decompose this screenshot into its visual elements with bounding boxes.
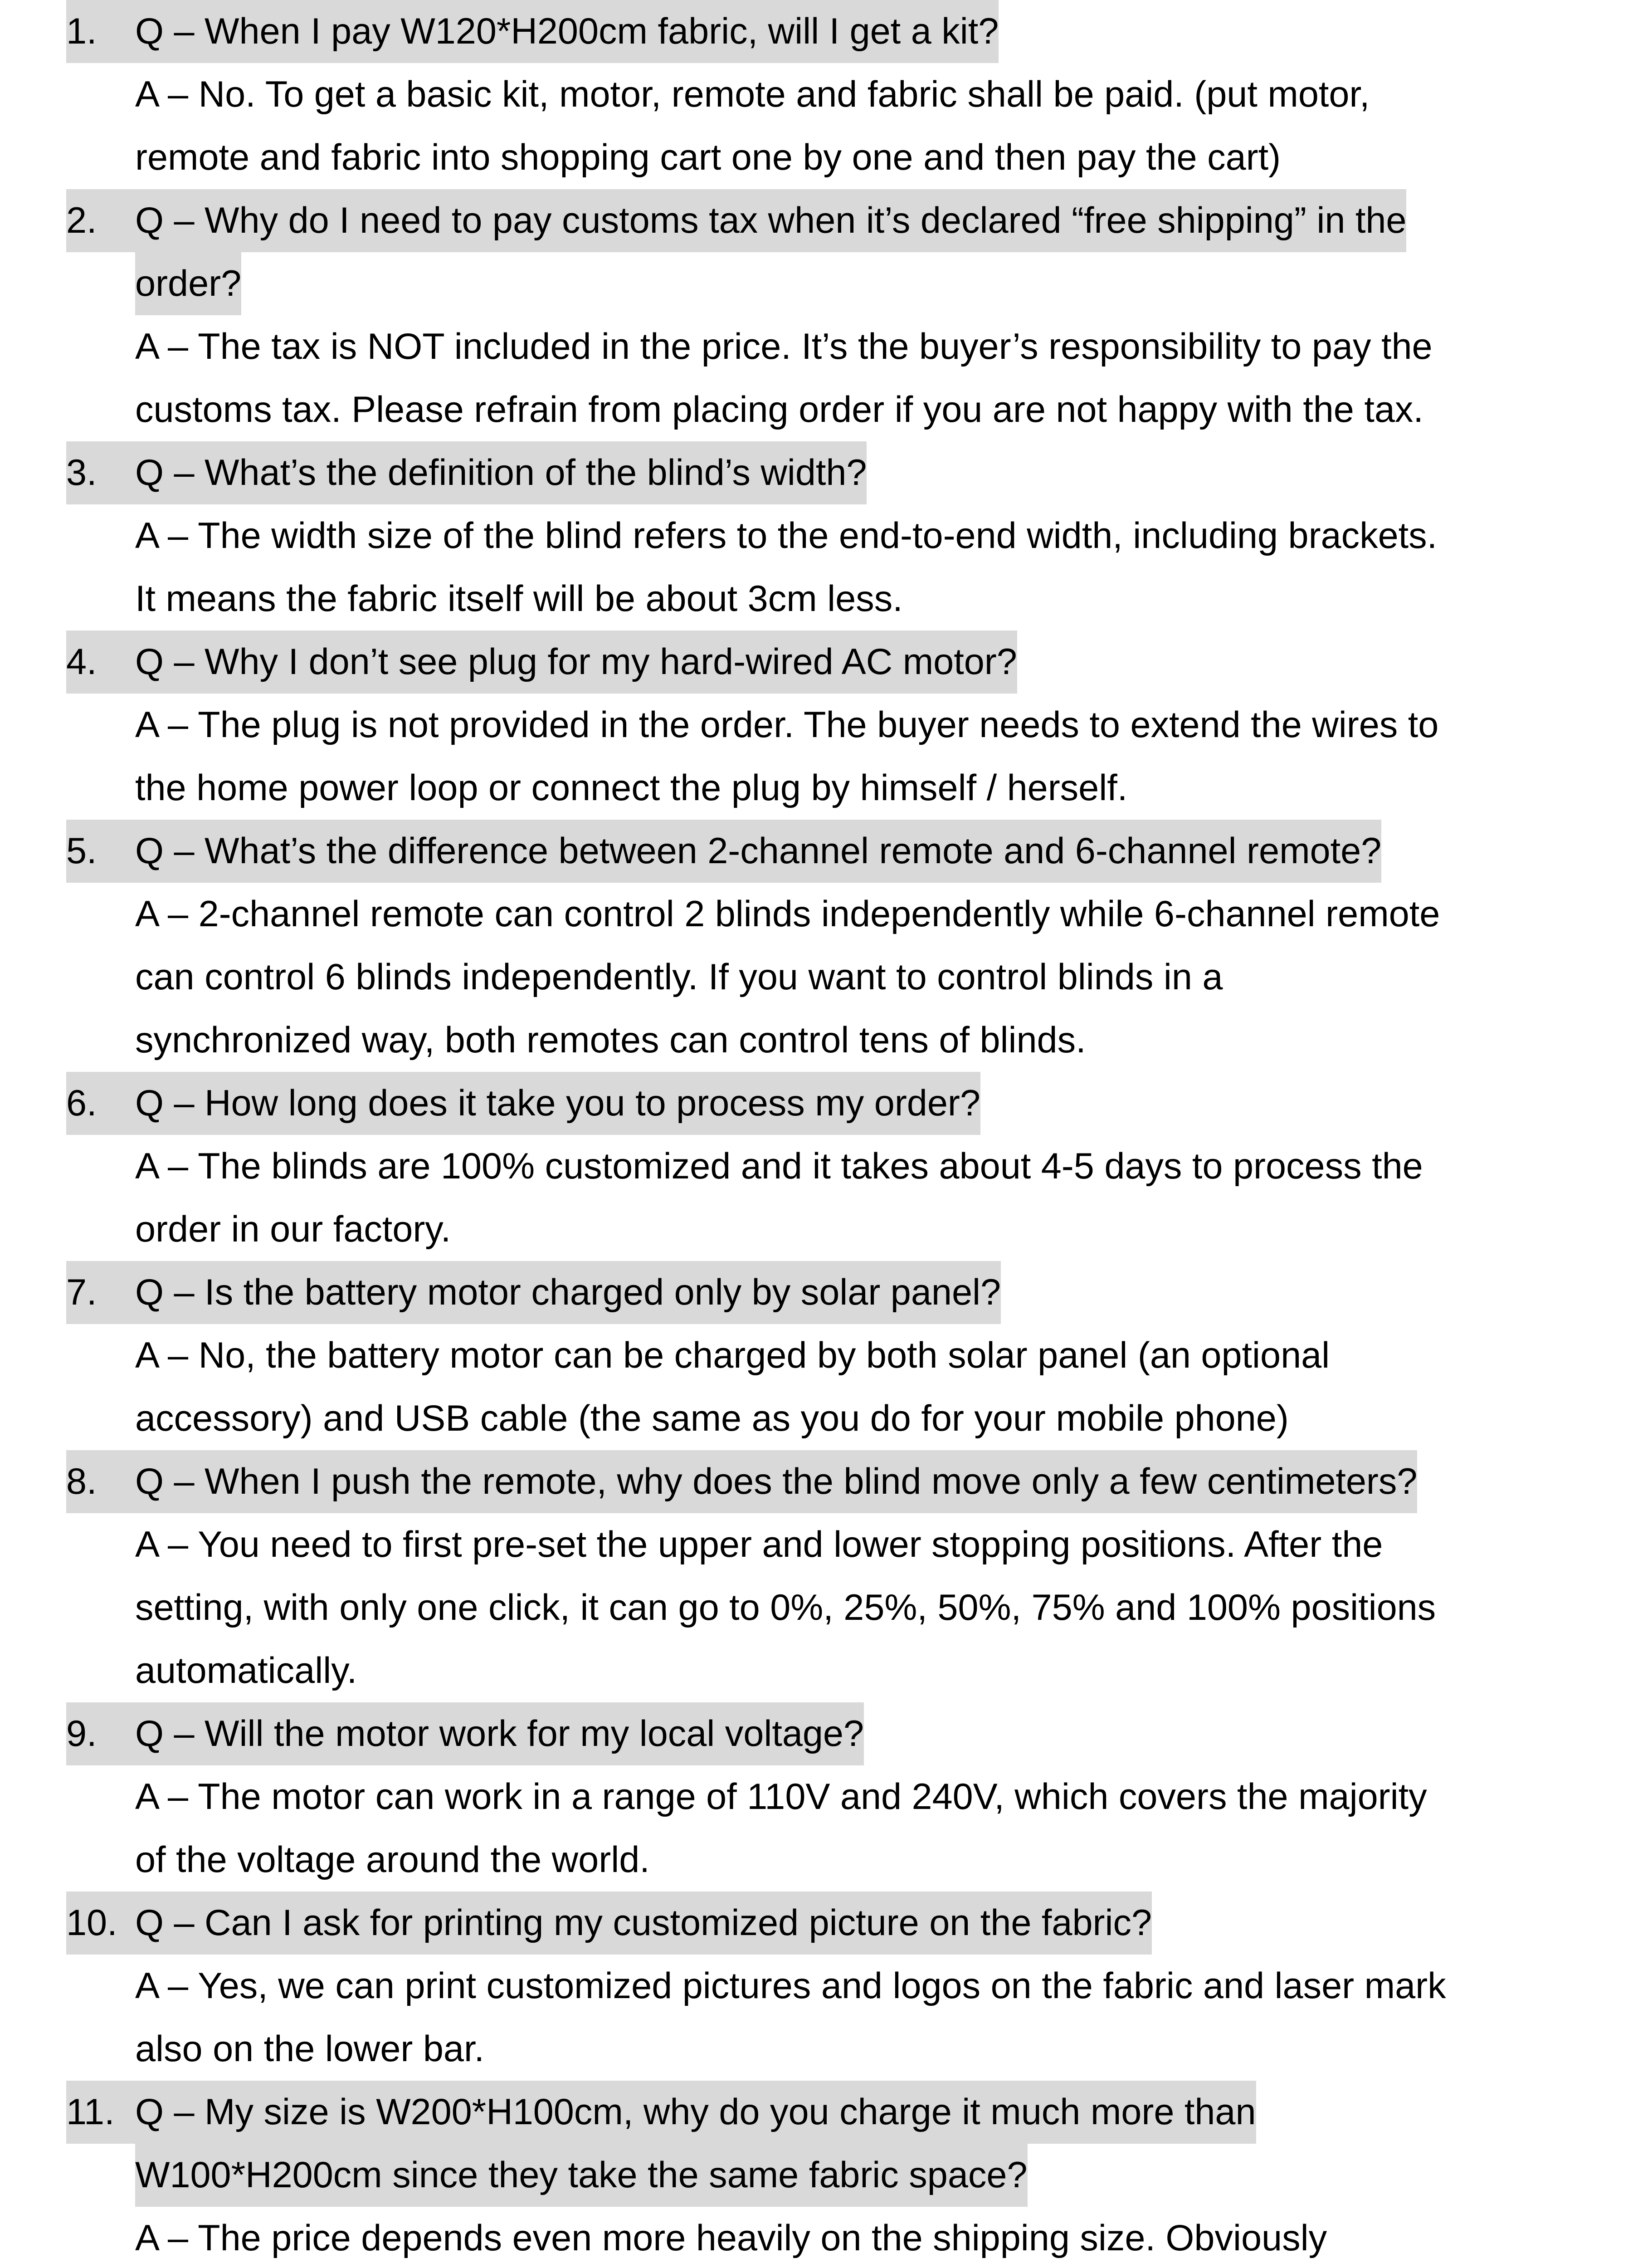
faq-answer-line: A – No, the battery motor can be charged by both solar panel (an optional bbox=[135, 1335, 1330, 1376]
faq-answer-line: can control 6 blinds independently. If you want to control blinds in a bbox=[135, 957, 1223, 997]
faq-answer-line: setting, with only one click, it can go to 0%, 25%, 50%, 75% and 100% positions bbox=[135, 1587, 1436, 1628]
faq-question bbox=[135, 1072, 1617, 1135]
faq-answer bbox=[135, 694, 1617, 820]
faq-answer bbox=[135, 315, 1617, 441]
faq-answer-line: of the voltage around the world. bbox=[135, 1839, 650, 1880]
faq-item bbox=[66, 1892, 1617, 2081]
faq-question bbox=[135, 2081, 1617, 2207]
faq-answer bbox=[135, 883, 1617, 1072]
faq-question-line: W100*H200cm since they take the same fabric space? bbox=[135, 2144, 1028, 2207]
faq-item bbox=[66, 0, 1617, 189]
faq-answer-line: automatically. bbox=[135, 1650, 357, 1691]
faq-answer-line: A – The motor can work in a range of 110V and 240V, which covers the majority bbox=[135, 1776, 1427, 1817]
faq-question-line: Q – Why do I need to pay customs tax when it’s declared “free shipping” in the bbox=[135, 189, 1406, 252]
faq-item-number: 1. bbox=[66, 0, 135, 63]
faq-answer-line: customs tax. Please refrain from placing order if you are not happy with the tax. bbox=[135, 389, 1423, 430]
faq-answer-line: A – The plug is not provided in the order. The buyer needs to extend the wires to bbox=[135, 704, 1439, 745]
faq-item-number: 3. bbox=[66, 441, 135, 504]
faq-item-number: 10. bbox=[66, 1892, 135, 1955]
faq-question-line: Q – My size is W200*H100cm, why do you charge it much more than bbox=[135, 2081, 1256, 2144]
faq-answer-line: A – 2-channel remote can control 2 blinds independently while 6-channel remote bbox=[135, 894, 1440, 934]
faq-question bbox=[135, 820, 1617, 883]
faq-question bbox=[135, 1450, 1617, 1513]
faq-answer-line: A – The tax is NOT included in the price. It’s the buyer’s responsibility to pay the bbox=[135, 326, 1433, 367]
faq-answer-line: order in our factory. bbox=[135, 1209, 451, 1250]
faq-answer-line: A – You need to first pre-set the upper and lower stopping positions. After the bbox=[135, 1524, 1383, 1565]
faq-item bbox=[66, 441, 1617, 631]
faq-question bbox=[135, 0, 1617, 63]
faq-item bbox=[66, 1072, 1617, 1261]
faq-answer bbox=[135, 1765, 1617, 1892]
faq-item bbox=[66, 631, 1617, 820]
faq-item bbox=[66, 820, 1617, 1072]
faq-answer-line: also on the lower bar. bbox=[135, 2028, 484, 2069]
faq-answer-line: the home power loop or connect the plug by himself / herself. bbox=[135, 767, 1128, 808]
faq-question bbox=[135, 1702, 1617, 1765]
faq-answer-line: remote and fabric into shopping cart one by one and then pay the cart) bbox=[135, 137, 1281, 178]
faq-item-number: 9. bbox=[66, 1702, 135, 1765]
faq-answer-line: A – Yes, we can print customized pictures and logos on the fabric and laser mark bbox=[135, 1965, 1446, 2006]
faq-item bbox=[66, 1450, 1617, 1702]
faq-item bbox=[66, 189, 1617, 441]
faq-question bbox=[135, 1892, 1617, 1955]
faq-question-text: Q – Can I ask for printing my customized picture on the fabric? bbox=[135, 1892, 1152, 1955]
faq-question bbox=[135, 631, 1617, 694]
faq-answer bbox=[135, 2207, 1617, 2268]
faq-question-text: Q – When I push the remote, why does the blind move only a few centimeters? bbox=[135, 1450, 1417, 1513]
faq-question-text: Q – Why I don’t see plug for my hard-wired AC motor? bbox=[135, 631, 1017, 694]
faq-answer-line: A – The blinds are 100% customized and it takes about 4-5 days to process the bbox=[135, 1146, 1423, 1187]
faq-answer bbox=[135, 1955, 1617, 2081]
faq-answer-line: A – The price depends even more heavily on the shipping size. Obviously bbox=[135, 2218, 1327, 2258]
faq-question bbox=[135, 441, 1617, 504]
faq-question-text: Q – Will the motor work for my local voltage? bbox=[135, 1702, 864, 1765]
faq-answer-line: A – No. To get a basic kit, motor, remote and fabric shall be paid. (put motor, bbox=[135, 74, 1370, 115]
faq-question-text: Q – When I pay W120*H200cm fabric, will I get a kit? bbox=[135, 0, 999, 63]
faq-item-number: 4. bbox=[66, 631, 135, 694]
faq-item bbox=[66, 2081, 1617, 2268]
faq-answer bbox=[135, 1135, 1617, 1261]
faq-answer-line: synchronized way, both remotes can control tens of blinds. bbox=[135, 1020, 1086, 1061]
faq-answer-line: accessory) and USB cable (the same as you do for your mobile phone) bbox=[135, 1398, 1289, 1439]
faq-item bbox=[66, 1702, 1617, 1892]
faq-question-text: Q – What’s the difference between 2-channel remote and 6-channel remote? bbox=[135, 820, 1381, 883]
faq-list bbox=[66, 0, 1617, 2268]
faq-answer bbox=[135, 504, 1617, 631]
faq-item-number: 11. bbox=[66, 2081, 135, 2144]
faq-item bbox=[66, 1261, 1617, 1450]
faq-item-number: 2. bbox=[66, 189, 135, 252]
faq-question bbox=[135, 189, 1617, 315]
faq-item-number: 7. bbox=[66, 1261, 135, 1324]
faq-item-number: 5. bbox=[66, 820, 135, 883]
faq-answer-line: A – The width size of the blind refers to the end-to-end width, including brackets. bbox=[135, 515, 1438, 556]
faq-answer bbox=[135, 63, 1617, 189]
faq-answer bbox=[135, 1513, 1617, 1702]
faq-question-text: Q – Is the battery motor charged only by solar panel? bbox=[135, 1261, 1001, 1324]
faq-answer bbox=[135, 1324, 1617, 1450]
faq-question-line: order? bbox=[135, 252, 241, 315]
faq-question-text: Q – How long does it take you to process my order? bbox=[135, 1072, 980, 1135]
faq-item-number: 6. bbox=[66, 1072, 135, 1135]
faq-item-number: 8. bbox=[66, 1450, 135, 1513]
faq-question bbox=[135, 1261, 1617, 1324]
faq-question-text: Q – What’s the definition of the blind’s width? bbox=[135, 441, 867, 504]
faq-answer-line: It means the fabric itself will be about 3cm less. bbox=[135, 578, 903, 619]
